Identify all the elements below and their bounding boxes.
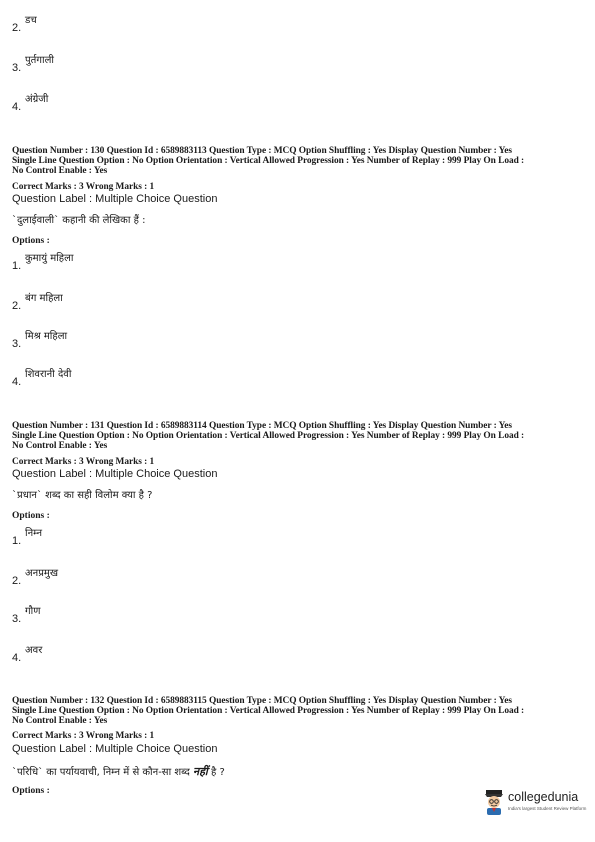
option-number: 2. [12, 575, 22, 587]
logo-name: collegedunia [508, 790, 579, 804]
option-item[interactable] [12, 91, 312, 113]
option-number: 3. [12, 613, 22, 625]
option-item[interactable] [12, 642, 312, 664]
option-text: अवर [25, 645, 43, 656]
option-text: अंग्रेजी [25, 94, 49, 105]
question-label: Question Label : Multiple Choice Question [12, 468, 218, 480]
option-item[interactable] [12, 12, 312, 34]
options-label: Options : [12, 786, 50, 796]
question-marks: Correct Marks : 3 Wrong Marks : 1 [12, 731, 155, 741]
question-text: `परिधि` का पर्यायवाची, निम्न में से कौन-सा शब्द नहीं है ? [12, 765, 225, 778]
option-item[interactable] [12, 603, 312, 625]
question-marks: Correct Marks : 3 Wrong Marks : 1 [12, 457, 155, 467]
option-item[interactable] [12, 328, 312, 350]
option-item[interactable] [12, 565, 312, 587]
question-label: Question Label : Multiple Choice Question [12, 193, 218, 205]
option-text: निम्न [25, 528, 43, 539]
question-label: Question Label : Multiple Choice Question [12, 743, 218, 755]
question-text: `दुलाईवाली` कहानी की लेखिका हैं : [12, 215, 146, 226]
question-meta: Question Number : 130 Question Id : 6589883113 Question Type : MCQ Option Shuffling : Yes Display Question Number : Yes Single Line Question Option : No Option Orientation : Vertical Allowed Progression : Yes Number of Replay : 999 Play On Load : No Control Enable : Yes [12, 146, 525, 176]
option-text: बंग महिला [25, 293, 63, 304]
emphasis-text: नहीं [192, 765, 208, 778]
question-marks: Correct Marks : 3 Wrong Marks : 1 [12, 182, 155, 192]
option-item[interactable] [12, 250, 312, 272]
option-number: 2. [12, 300, 22, 312]
option-text: डच [25, 15, 37, 26]
options-label: Options : [12, 236, 50, 246]
options-label: Options : [12, 511, 50, 521]
collegedunia-logo[interactable] [483, 786, 589, 818]
option-item[interactable] [12, 525, 312, 547]
option-item[interactable] [12, 366, 312, 388]
option-text: गौण [25, 606, 41, 617]
option-text: शिवरानी देवी [25, 369, 72, 380]
question-meta: Question Number : 131 Question Id : 6589883114 Question Type : MCQ Option Shuffling : Yes Display Question Number : Yes Single Line Question Option : No Option Orientation : Vertical Allowed Progression : Yes Number of Replay : 999 Play On Load : No Control Enable : Yes [12, 421, 525, 451]
logo-tagline: India's largest Student Review Platform [508, 806, 587, 811]
option-text: पुर्तगाली [25, 55, 54, 66]
option-text: अनप्रमुख [25, 568, 59, 579]
option-number: 4. [12, 652, 22, 664]
option-text: मिश्र महिला [25, 331, 68, 342]
option-number: 3. [12, 62, 22, 74]
question-text: `प्रधान` शब्द का सही विलोम क्या है ? [12, 490, 153, 501]
option-item[interactable] [12, 290, 312, 312]
option-number: 3. [12, 338, 22, 350]
option-number: 1. [12, 260, 22, 272]
option-number: 4. [12, 101, 22, 113]
option-number: 1. [12, 535, 22, 547]
question-meta: Question Number : 132 Question Id : 6589883115 Question Type : MCQ Option Shuffling : Yes Display Question Number : Yes Single Line Question Option : No Option Orientation : Vertical Allowed Progression : Yes Number of Replay : 999 Play On Load : No Control Enable : Yes [12, 696, 525, 726]
option-text: कुमायुं महिला [25, 253, 74, 264]
option-item[interactable] [12, 52, 312, 74]
option-number: 2. [12, 22, 22, 34]
student-mascot-icon [483, 788, 505, 816]
option-number: 4. [12, 376, 22, 388]
